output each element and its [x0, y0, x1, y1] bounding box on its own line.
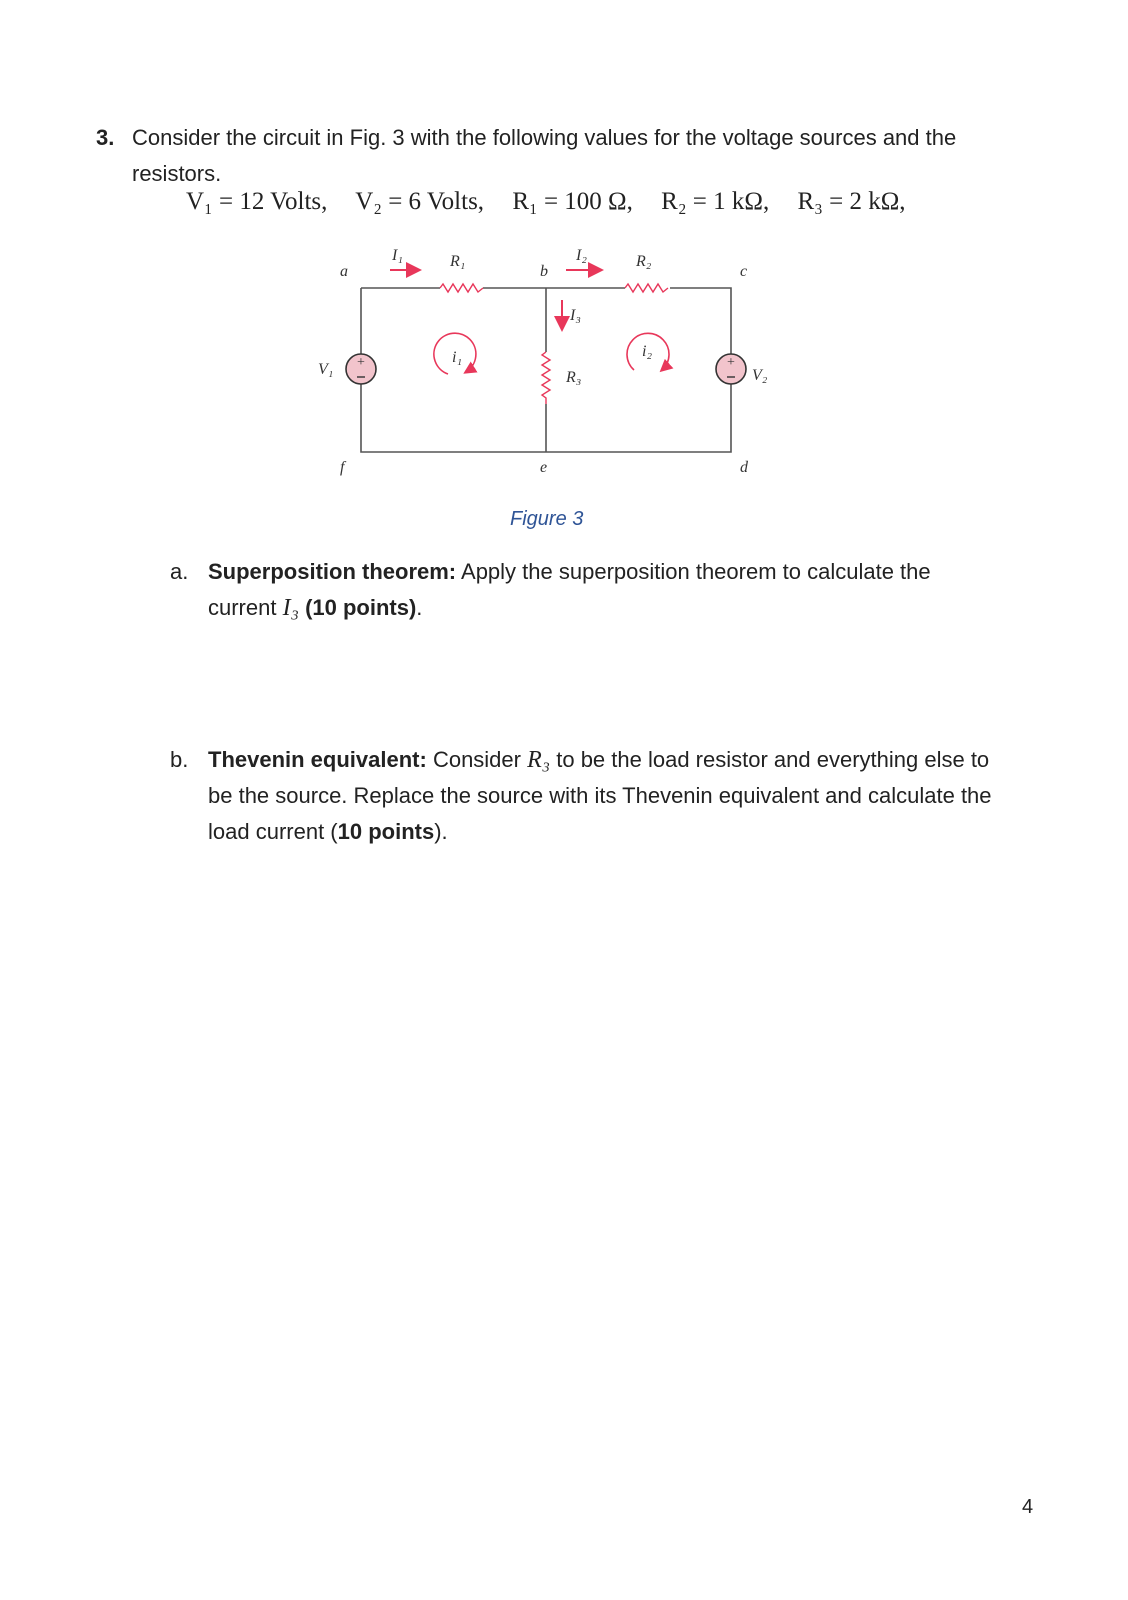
part-a-text2: current [208, 595, 283, 620]
value-r1: R₁ = 100 Ω, [512, 188, 633, 215]
question-3 [96, 120, 1076, 186]
part-b [170, 742, 1070, 852]
question-text-line2: resistors. [132, 161, 222, 186]
part-b-line1 [208, 742, 989, 778]
label-node-e: e [540, 459, 548, 476]
part-a-title: Superposition theorem: [208, 559, 457, 584]
component-values [186, 188, 906, 216]
part-a-points: (10 points) [305, 595, 417, 620]
label-source-v1: V₁ [318, 361, 334, 378]
voltage-source-v2 [716, 354, 746, 384]
part-b-text3: load current ( [208, 819, 338, 844]
part-a-label: a. [170, 559, 189, 584]
value-v2: V₂ = 6 Volts, [355, 188, 485, 215]
label-resistor-r2: R₂ [636, 253, 652, 270]
voltage-source-v1 [346, 354, 376, 384]
value-r3: R₃ = 2 kΩ, [797, 188, 906, 215]
label-node-c: c [740, 263, 748, 280]
svg-text:+: + [357, 355, 365, 370]
label-node-d: d [740, 459, 748, 476]
part-b-title: Thevenin equivalent: [208, 747, 427, 772]
label-node-b: b [540, 263, 548, 280]
svg-text:+: + [727, 355, 735, 370]
part-a-variable: I₃ [282, 595, 299, 621]
question-number: 3. [96, 125, 115, 150]
label-current-i1-upper: I₁ [392, 247, 403, 264]
resistor-r2 [625, 284, 668, 292]
label-mesh-i1: i₁ [452, 349, 463, 366]
question-text-line1: Consider the circuit in Fig. 3 with the following values for the voltage sources and the [132, 125, 957, 150]
label-current-i3-upper: I₃ [570, 307, 581, 324]
part-b-variable: R₃ [527, 747, 551, 773]
label-current-i2-upper: I₂ [576, 247, 587, 264]
resistor-r3 [542, 352, 550, 404]
page-number: 4 [1022, 1496, 1034, 1518]
figure-caption: Figure 3 [510, 508, 584, 530]
label-source-v2: V₂ [752, 367, 768, 384]
part-b-text-mid: Consider [426, 747, 528, 772]
circuit-diagram [300, 236, 820, 496]
part-a-text: Apply the superposition theorem to calculate the [456, 559, 931, 584]
label-resistor-r3: R₃ [566, 369, 582, 386]
label-node-f: f [340, 459, 345, 476]
label-node-a: a [340, 263, 348, 280]
part-a [170, 554, 1070, 634]
part-a-end: . [416, 595, 423, 620]
part-b-line2: be the source. Replace the source with its Thevenin equivalent and calculate the [208, 783, 992, 808]
value-r2: R₂ = 1 kΩ, [661, 188, 770, 215]
label-resistor-r1: R₁ [450, 253, 466, 270]
value-v1: V₁ = 12 Volts, [186, 188, 328, 215]
circuit-wires [361, 288, 731, 452]
part-b-points: 10 points [337, 819, 435, 844]
part-a-line1 [208, 554, 931, 590]
part-b-label: b. [170, 747, 189, 772]
resistor-r1 [440, 284, 483, 292]
part-b-text-rest: to be the load resistor and everything else to [550, 747, 990, 772]
label-mesh-i2: i₂ [642, 343, 653, 360]
part-b-line3 [208, 814, 448, 850]
part-b-end: ). [434, 819, 448, 844]
part-a-line2 [208, 590, 422, 626]
